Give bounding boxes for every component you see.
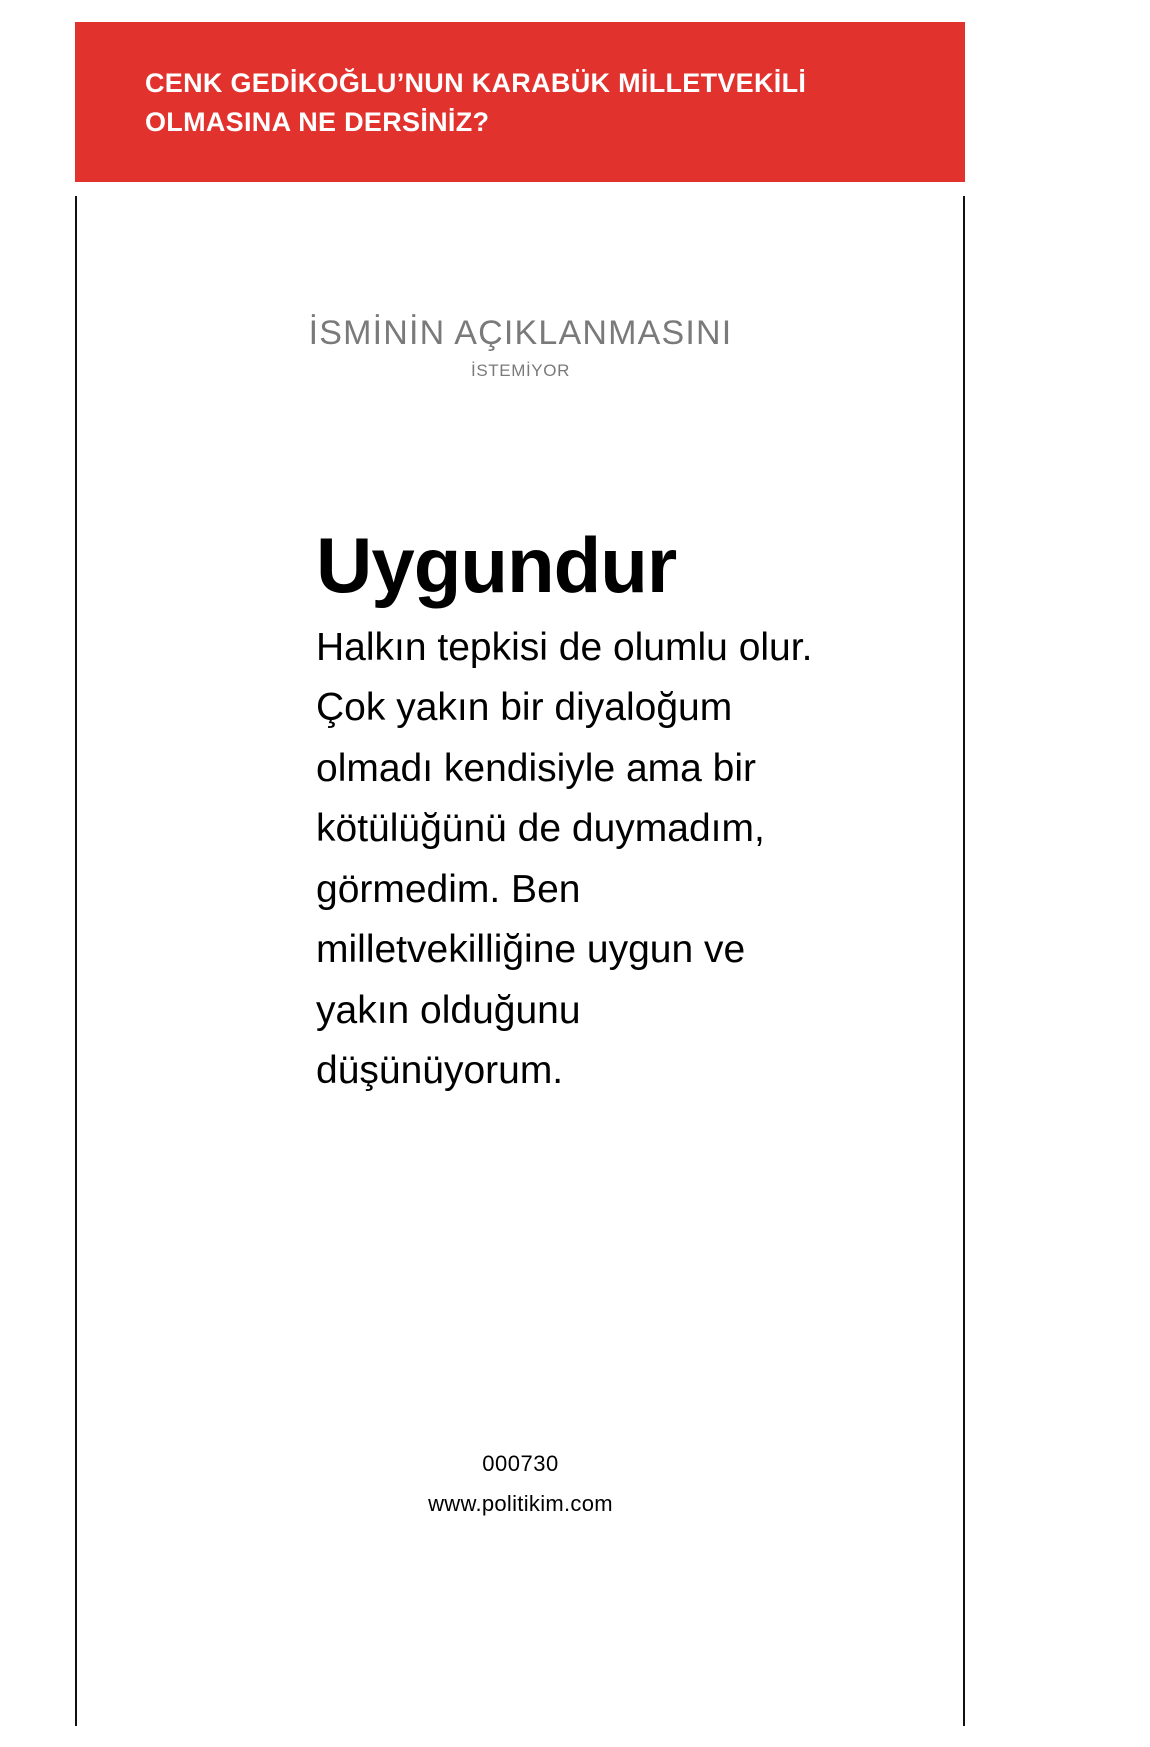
header-banner [75, 22, 965, 182]
footer-website: www.politikim.com [428, 1491, 613, 1516]
speaker-role: İSTEMİYOR [471, 361, 570, 381]
speaker-block [78, 314, 963, 381]
footer-code: 000730 [482, 1451, 559, 1476]
frame-rule-left [75, 196, 77, 1726]
answer-block [316, 521, 836, 1102]
speaker-name: İSMİNİN AÇIKLANMASINI [308, 314, 733, 352]
content-column [78, 196, 963, 1726]
answer-headline: Uygundur [316, 521, 677, 609]
footer [78, 1451, 963, 1517]
answer-body: Halkın tepkisi de olumlu olur. Çok yakın bir diyaloğum olmadı kendisiyle ama bir kötülüğünü de duymadım, görmedim. Ben milletvekilliğine uygun ve yakın olduğunu düşünüyorum. [316, 626, 813, 1093]
frame-rule-right [963, 196, 965, 1726]
page-title: CENK GEDİKOĞLU’NUN KARABÜK MİLLETVEKİLİ OLMASINA NE DERSİNİZ? [145, 68, 807, 138]
